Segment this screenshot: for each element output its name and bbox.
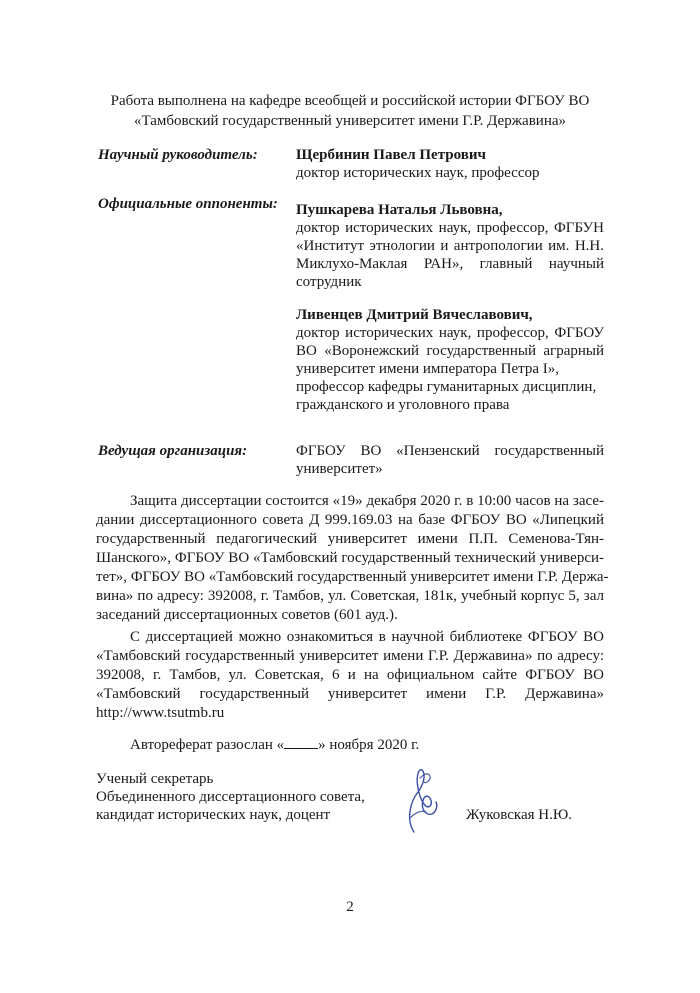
- defense-line: заседаний диссертационных советов (601 ауд.).: [96, 607, 398, 623]
- lead-org-label: Ведущая организация:: [98, 443, 248, 459]
- secretary-title-1: Ученый секретарь: [96, 771, 214, 787]
- opponent-2-line: гражданского и уголовного права: [296, 397, 510, 413]
- defense-line: тет», ФГБОУ ВО «Тамбовский государственный университет имени Г.Р. Держа-: [96, 569, 609, 585]
- secretary-title-3: кандидат исторических наук, доцент: [96, 807, 331, 823]
- sent-date-prefix: Автореферат разослан «: [130, 737, 285, 753]
- opponent-2-line: доктор исторических наук, профессор, ФГБОУ: [296, 325, 604, 341]
- website-link[interactable]: http://www.tsutmb.ru: [96, 705, 225, 721]
- defense-line: дании диссертационного совета Д 999.169.03 на базе ФГБОУ ВО «Липецкий: [96, 512, 604, 528]
- defense-line: Шанского», ФГБОУ ВО «Тамбовский государственный технический универси-: [96, 550, 604, 566]
- header-line-1: Работа выполнена на кафедре всеобщей и российской истории ФГБОУ ВО: [110, 93, 590, 109]
- opponent-2-line: профессор кафедры гуманитарных дисциплин,: [296, 379, 597, 395]
- sent-date: [130, 736, 419, 755]
- supervisor-label: Научный руководитель:: [98, 147, 258, 163]
- supervisor-name: Щербинин Павел Петрович: [296, 147, 486, 163]
- date-blank: [284, 736, 318, 749]
- opponent-1-line: Миклухо-Маклая РАН», главный научный: [296, 256, 604, 272]
- library-line: 392008, г. Тамбов, ул. Советская, 6 и на официальном сайте ФГБОУ ВО: [96, 667, 604, 683]
- opponent-1-line: сотрудник: [296, 274, 362, 290]
- lead-org-line-2: университет»: [296, 461, 383, 477]
- library-line: «Тамбовский государственный университет имени Г.Р. Державина» по адресу:: [96, 648, 604, 664]
- page-number: 2: [346, 899, 354, 915]
- opponent-2-line: университет имени императора Петра I»,: [296, 361, 560, 377]
- defense-line: вина» по адресу: 392008, г. Тамбов, ул. Советская, 181к, учебный корпус 5, зал: [96, 588, 604, 604]
- library-line: «Тамбовский государственный университет имени Г.Р. Державина»: [96, 686, 604, 702]
- secretary-title-2: Объединенного диссертационного совета,: [96, 789, 365, 805]
- library-line: С диссертацией можно ознакомиться в научной библиотеке ФГБОУ ВО: [130, 629, 604, 645]
- opponent-2-name: Ливенцев Дмитрий Вячеславович,: [296, 307, 533, 323]
- header-line-2: «Тамбовский государственный университет имени Г.Р. Державина»: [133, 113, 567, 129]
- opponent-1-line: «Институт этнологии и антропологии им. Н.Н.: [296, 238, 604, 254]
- opponent-1-line: доктор исторических наук, профессор, ФГБУН: [296, 220, 604, 236]
- lead-org-line-1: ФГБОУ ВО «Пензенский государственный: [296, 443, 604, 459]
- secretary-name: Жуковская Н.Ю.: [466, 807, 573, 823]
- opponent-1-name: Пушкарева Наталья Львовна,: [296, 202, 503, 218]
- defense-line: государственный педагогический университет имени П.П. Семенова-Тян-: [96, 531, 604, 547]
- opponents-label: Официальные оппоненты:: [98, 196, 278, 212]
- supervisor-degree: доктор исторических наук, профессор: [296, 165, 540, 181]
- signature: [396, 762, 452, 838]
- sent-date-suffix: » ноября 2020 г.: [318, 737, 420, 753]
- defense-line: Защита диссертации состоится «19» декабря 2020 г. в 10:00 часов на засе-: [130, 493, 604, 509]
- opponent-2-line: ВО «Воронежский государственный аграрный: [296, 343, 604, 359]
